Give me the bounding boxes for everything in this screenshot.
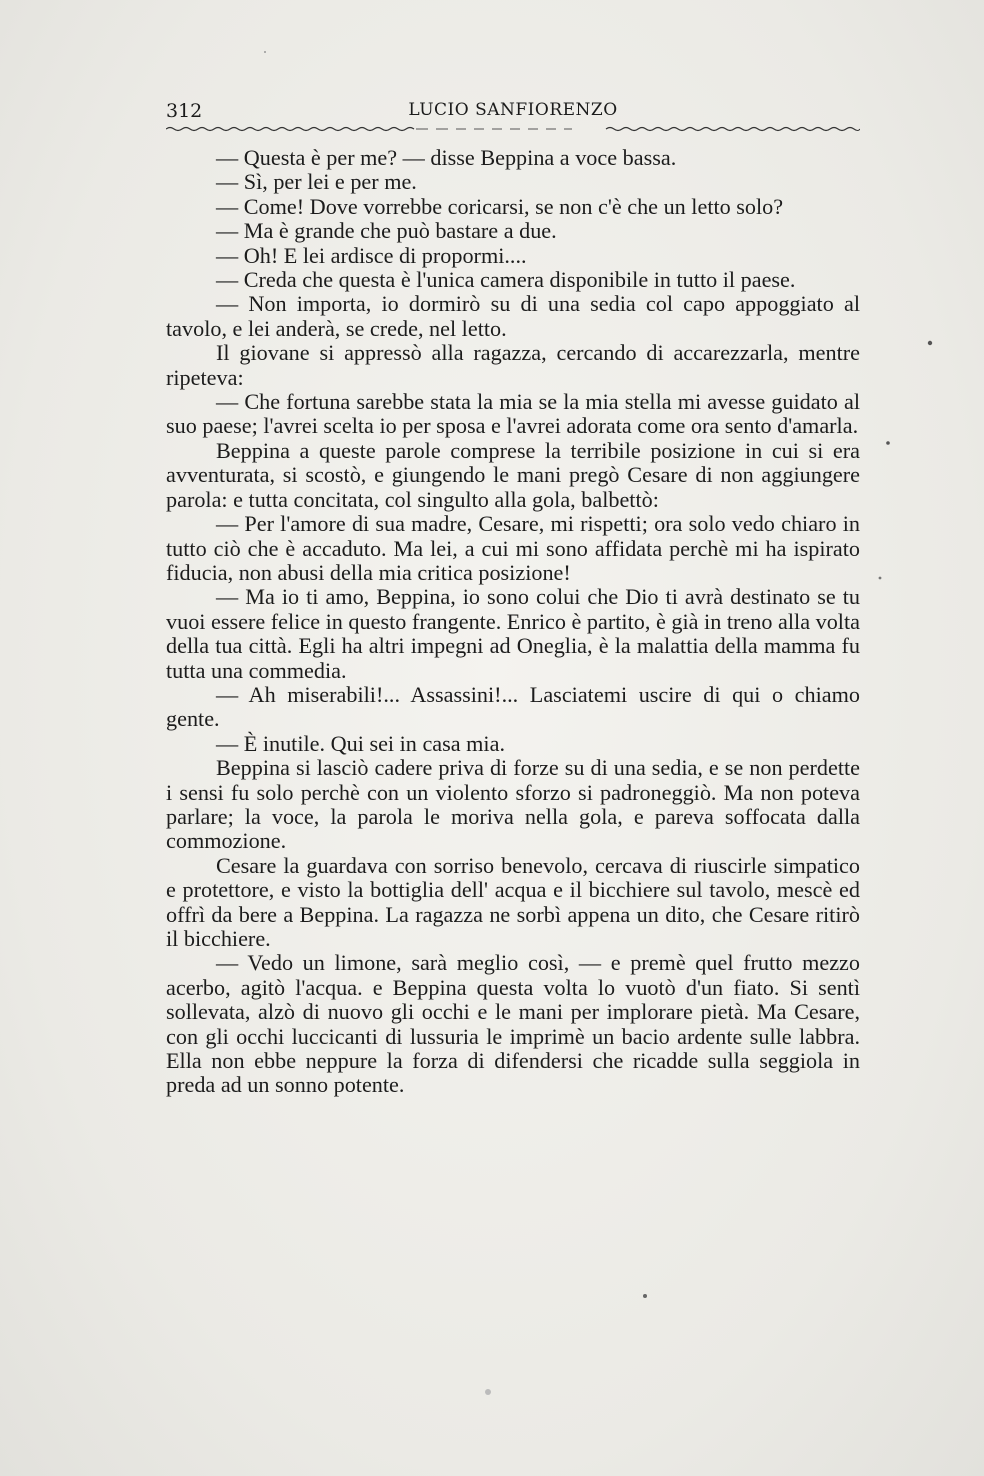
paragraph: Il giovane si appressò alla ragazza, cercando di accarezzarla, mentre ripeteva: — [166, 340, 860, 390]
paragraph: — Non importa, io dormirò su di una sedia col capo appoggiato al tavolo, e lei anderà, se crede, nel letto. — [166, 291, 860, 341]
paragraph: — Creda che questa è l'unica camera disponibile in tutto il paese. — [216, 267, 796, 293]
paragraph: — Questa è per me? — disse Beppina a voce bassa. — [216, 145, 677, 170]
page-body — [166, 146, 860, 1098]
paragraph: Cesare la guardava con sorriso benevolo, cercava di riuscirle simpatico e protettore, e visto la bottiglia dell' acqua e il bicchiere sul tavolo, mescè ed offrì da bere a Beppina. La ragazza ne sorbì appena un dito, che Cesare ritirò il bicchiere. — [166, 852, 860, 951]
paragraph: — Oh! E lei ardisce di propormi.... — [216, 242, 527, 268]
page-number: 312 — [166, 100, 203, 122]
paragraph: Beppina a queste parole comprese la terribile posizione in cui si era avventurata, si scostò, e giungendo le mani pregò Cesare di non aggiungere parola: e tutta concitata, col singulto alla gola, balbettò: — [166, 437, 860, 512]
paragraph: — Per l'amore di sua madre, Cesare, mi rispetti; ora solo vedo chiaro in tutto ciò che è accaduto. Ma lei, a cui mi sono affidata perchè mi ha ispirato fiducia, non abusi della mia critica posizione! — [166, 511, 860, 585]
paragraph: — Che fortuna sarebbe stata la mia se la mia stella mi avesse guidato al suo paese; l'avrei scelta io per sposa e l'avrei adorata come ora sento d'amarla. — [166, 389, 860, 439]
paragraph: — Ah miserabili!... Assassini!... Lasciatemi uscire di qui o chiamo gente. — [166, 681, 860, 732]
paragraph: — Ma io ti amo, Beppina, io sono colui che Dio ti avrà destinato se tu vuoi essere felice in questo frangente. Enrico è partito, è già in treno alla volta della tua città. Egli ha altri impegni ad Oneglia, è la malattia della mamma fu tutta una commedia. — [166, 584, 860, 683]
running-title: LUCIO SANFIORENZO — [408, 100, 618, 120]
paragraph: — È inutile. Qui sei in casa mia. — [216, 730, 505, 756]
header-rule — [166, 124, 860, 134]
paragraph: Beppina si lasciò cadere priva di forze su di una sedia, e se non perdette i sensi fu solo perchè con un violento sforzo si padroneggiò. Ma non poteva parlare; la voce, la parola le moriva nella gola, e pareva soffocata dalla commozione. — [166, 755, 860, 854]
paragraph: — Vedo un limone, sarà meglio così, — e premè quel frutto mezzo acerbo, agitò l'acqua. e Beppina questa volta lo vuotò d'un fiato. Si sentì sollevata, alzò di nuovo gli occhi e le mani per implorare pietà. Ma Cesare, con gli occhi luccicanti di lussuria le imprimè un bacio ardente sulle labbra. Ella non ebbe neppure la forza di difendersi che ricadde sulla seggiola in preda ad un sonno potente. — [166, 950, 860, 1098]
paragraph: — Ma è grande che può bastare a due. — [216, 218, 557, 244]
paragraph: — Come! Dove vorrebbe coricarsi, se non c'è che un letto solo? — [216, 193, 784, 219]
paragraph: — Sì, per lei e per me. — [216, 169, 417, 195]
